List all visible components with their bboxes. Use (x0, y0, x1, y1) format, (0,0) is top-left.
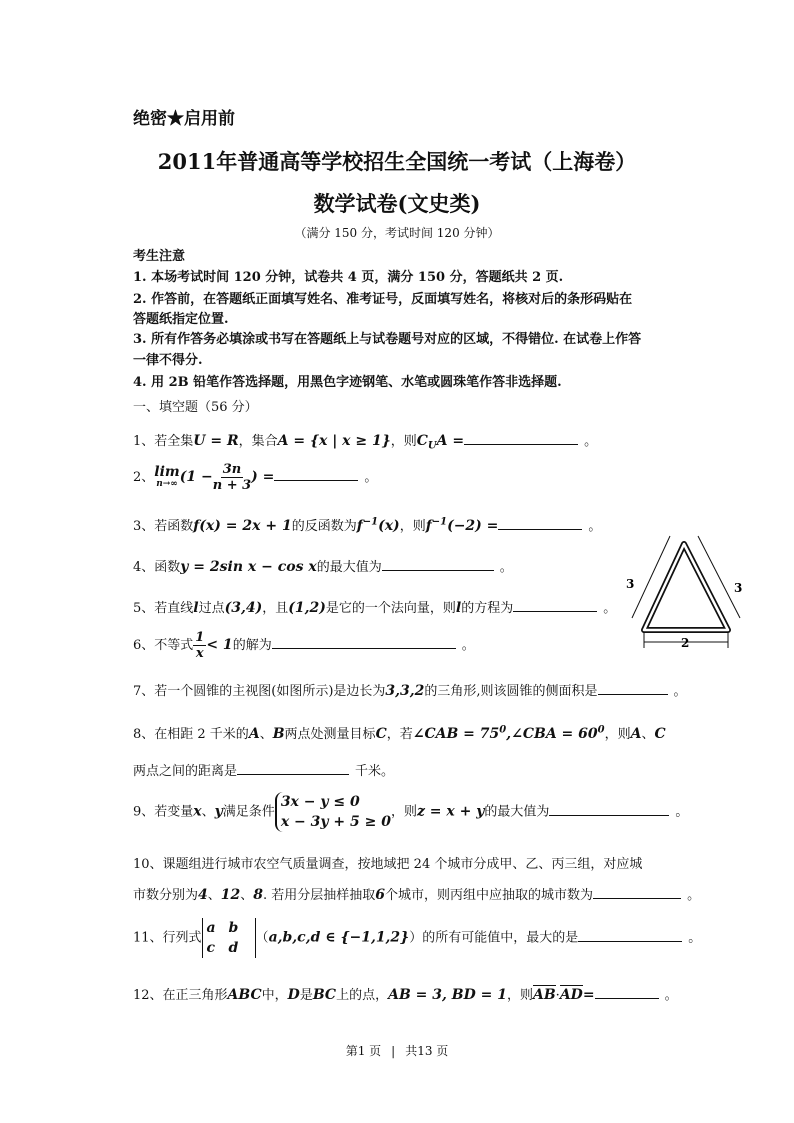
q4-math: y = 2sin x − cos x (180, 559, 317, 575)
q10-math: 8 (253, 887, 264, 903)
q6-text: 6、不等式 (133, 638, 194, 653)
question-8-line-2 (133, 760, 394, 779)
q8-text: ，则 (604, 727, 631, 742)
q12-math: BC (312, 987, 337, 1003)
q9-constraint: x − 3y + 5 ≥ 0 (280, 814, 391, 830)
q10-text: 个城市，则丙组中应抽取的城市数为 (385, 888, 594, 903)
page-total: 共13 页 (405, 1044, 449, 1058)
q6-numerator: 1 (195, 630, 205, 645)
notice-line: 3. 所有作答务必填涂或书写在答题纸上与试卷题号对应的区域，不得错位. 在试卷上作答 (133, 332, 642, 347)
q9-text: 。 (675, 804, 689, 820)
q9-math: y (214, 803, 223, 820)
q1-math: C (416, 433, 428, 449)
q3-text: 。 (588, 519, 602, 534)
q11-entry: b (228, 920, 239, 936)
answer-blank (274, 466, 358, 481)
q8-math: 0 (499, 724, 507, 736)
right-side-label: 3 (734, 581, 743, 595)
q5-math: (1,2) (288, 600, 326, 616)
q10-math: 4 (198, 887, 208, 903)
q8-text: 两点处测量目标 (284, 727, 376, 742)
q7-text: 的三角形,则该圆锥的侧面积是 (424, 684, 598, 699)
page-number: 第1 页 (345, 1044, 382, 1058)
q2-math: lim (154, 463, 180, 480)
q12-math: D (287, 987, 300, 1003)
notice-line: 4. 用 2B 铅笔作答选择题，用黑色字迹钢笔、水笔或圆珠笔作答非选择题. (133, 375, 562, 390)
triangle-inner-line (644, 544, 728, 630)
q2-text: 。 (364, 470, 378, 485)
q3-math: (x) (378, 518, 400, 534)
q8-text: 、 (641, 727, 655, 742)
question-10: 10、课题组进行城市农空气质量调查，按地域把 24 个城市分成甲、乙、丙三组，对应城 (133, 857, 643, 872)
q9-text: 、 (201, 804, 215, 820)
answer-blank (578, 927, 682, 942)
q10-text: . 若用分层抽样抽取 (263, 888, 376, 903)
question-4 (133, 556, 513, 575)
question-7 (133, 680, 687, 699)
q5-text: 的方程为 (461, 601, 514, 616)
q9-text: 的最大值为 (484, 804, 550, 820)
q10-math: 12 (220, 887, 241, 903)
q11-entry: c (206, 940, 216, 956)
q11-math: a,b,c,d ∈ {−1,1,2} (268, 929, 410, 946)
exam-subtitle: 数学试卷(文史类) (313, 191, 481, 216)
notice-line: 2. 作答前，在答题纸正面填写姓名、准考证号，反面填写姓名，将核对后的条形码贴在 (133, 292, 633, 307)
q9-constraint-system (275, 792, 391, 832)
question-10-line-2 (133, 884, 700, 903)
answer-blank (498, 515, 582, 530)
right-dimension-line (698, 536, 743, 618)
q11-entry: a (206, 920, 216, 936)
q8-text: 8、在相距 2 千米的 (133, 727, 249, 742)
exam-title: 2011年普通高等学校招生全国统一考试（上海卷） (157, 149, 637, 174)
notice-heading: 考生注意 (133, 249, 186, 264)
q9-math: x (193, 803, 202, 820)
footer-separator: | (391, 1044, 396, 1058)
q3-text: 3、若函数 (133, 519, 194, 534)
triangle-outline (644, 544, 728, 630)
q3-math: −1 (431, 516, 448, 528)
q11-text: 。 (688, 930, 702, 946)
left-side-label: 3 (626, 577, 635, 591)
q9-constraint: 3x − y ≤ 0 (280, 794, 360, 810)
q5-math: l (455, 600, 462, 616)
q6-math: < 1 (206, 637, 233, 653)
notice-line: 答题纸指定位置. (133, 312, 229, 327)
q8-math: ,∠CBA = 60 (506, 726, 598, 742)
q5-text: 是它的一个法向量，则 (325, 601, 456, 616)
q9-text: 满足条件 (222, 804, 275, 820)
question-9 (133, 792, 688, 832)
q3-math: f (425, 518, 432, 534)
q4-text: 的最大值为 (316, 560, 382, 575)
q12-math: = (582, 987, 595, 1003)
q10-text: 、 (207, 888, 221, 903)
q2-fraction (213, 462, 251, 493)
question-6 (133, 630, 475, 661)
secret-label: 绝密★启用前 (133, 109, 235, 129)
q6-denominator: x (195, 646, 204, 661)
q1-text: 1、若全集 (133, 434, 194, 449)
q12-math: AB = 3, BD = 1 (388, 987, 507, 1003)
q8-math: C (375, 726, 387, 742)
question-11 (133, 918, 701, 958)
q8-text: ，若 (386, 727, 413, 742)
question-8 (133, 723, 666, 742)
q2-text: 2、 (133, 470, 155, 485)
q5-text: 5、若直线 (133, 601, 194, 616)
q11-text: （ (255, 930, 269, 946)
q1-math: A = {x | x ≥ 1} (277, 433, 391, 449)
q3-math: (−2) = (447, 518, 499, 534)
question-5 (133, 597, 616, 616)
q3-text: 的反函数为 (291, 519, 357, 534)
notice-line: 1. 本场考试时间 120 分钟，试卷共 4 页，满分 150 分，答题纸共 2 页. (133, 270, 564, 285)
q1-text: 。 (584, 434, 598, 449)
q7-math: 3,3,2 (385, 683, 425, 699)
q1-math: A = (436, 433, 465, 449)
q8-math: 0 (597, 724, 605, 736)
answer-blank (549, 801, 669, 816)
q8-text: 千米。 (355, 764, 395, 779)
q12-text: 12、在正三角形 (133, 988, 228, 1003)
question-3 (133, 515, 601, 534)
q11-entry: d (228, 940, 239, 956)
answer-blank (272, 634, 456, 649)
q12-vector: AD (559, 987, 583, 1003)
q5-math: (3,4) (224, 600, 263, 616)
q8-math: A (248, 726, 260, 742)
question-1 (133, 430, 597, 452)
q8-math: C (654, 726, 666, 742)
q2-math: n→∞ (156, 478, 178, 489)
answer-blank (382, 556, 494, 571)
notice-line: 一律不得分. (133, 353, 203, 368)
exam-note: （满分 150 分，考试时间 120 分钟） (294, 226, 500, 240)
q3-math: f (356, 518, 363, 534)
q8-text: 、 (259, 727, 273, 742)
q2-denominator: n + 3 (212, 478, 252, 493)
left-dimension-line (632, 536, 670, 618)
q12-text: · (555, 988, 560, 1003)
q9-text: 9、若变量 (133, 804, 194, 820)
q10-text: 。 (687, 888, 701, 903)
cone-front-view-figure (618, 532, 748, 656)
q5-text: 。 (603, 601, 617, 616)
q12-text: 。 (664, 988, 678, 1003)
section-heading: 一、填空题（56 分） (133, 400, 258, 415)
q12-text: ，则 (506, 988, 533, 1003)
q4-text: 。 (499, 560, 513, 575)
q11-text: 11、行列式 (133, 930, 202, 946)
q10-math: 6 (375, 887, 386, 903)
q3-math: f(x) = 2x + 1 (193, 518, 292, 534)
q11-text: ）的所有可能值中，最大的是 (409, 930, 579, 946)
answer-blank (595, 984, 659, 999)
q2-math: ) = (251, 469, 275, 485)
q11-determinant (202, 918, 256, 958)
q10-text: 、 (240, 888, 254, 903)
q5-text: ，且 (262, 601, 289, 616)
q7-text: 。 (673, 684, 687, 699)
question-2 (133, 462, 377, 493)
bottom-side-label: 2 (681, 636, 690, 650)
q8-text: 两点之间的距离是 (133, 764, 238, 779)
q2-numerator: 3n (222, 462, 242, 477)
answer-blank (598, 680, 668, 695)
q8-math: B (272, 726, 285, 742)
q1-math: U = R (193, 433, 239, 449)
q6-text: 的解为 (232, 638, 272, 653)
q12-text: 中， (261, 988, 288, 1003)
q3-math: −1 (362, 516, 379, 528)
q1-text: ，集合 (238, 434, 278, 449)
page-footer (0, 1042, 794, 1059)
q5-math: l (193, 600, 199, 616)
q12-vector: AB (532, 987, 556, 1003)
q12-math: ABC (227, 987, 262, 1003)
q1-math: U (427, 440, 437, 452)
q12-text: 上的点， (336, 988, 389, 1003)
q6-text: 。 (461, 638, 475, 653)
question-12 (133, 984, 678, 1003)
q9-math: z = x + y (416, 803, 485, 820)
q2-limit (154, 463, 180, 490)
q5-text: 过点 (198, 601, 225, 616)
q1-text: ，则 (390, 434, 417, 449)
q2-math: (1 − (179, 469, 213, 485)
q6-fraction (193, 630, 206, 661)
q12-text: 是 (299, 988, 313, 1003)
q3-text: ，则 (399, 519, 426, 534)
answer-blank (593, 884, 681, 899)
q9-text: ，则 (390, 804, 417, 820)
q8-math: A (630, 726, 642, 742)
q8-math: ∠CAB = 75 (412, 726, 500, 742)
q4-text: 4、函数 (133, 560, 181, 575)
answer-blank (237, 760, 349, 775)
answer-blank (464, 430, 578, 445)
answer-blank (513, 597, 597, 612)
q7-text: 7、若一个圆锥的主视图(如图所示)是边长为 (133, 684, 386, 699)
q10-text: 市数分别为 (133, 888, 199, 903)
